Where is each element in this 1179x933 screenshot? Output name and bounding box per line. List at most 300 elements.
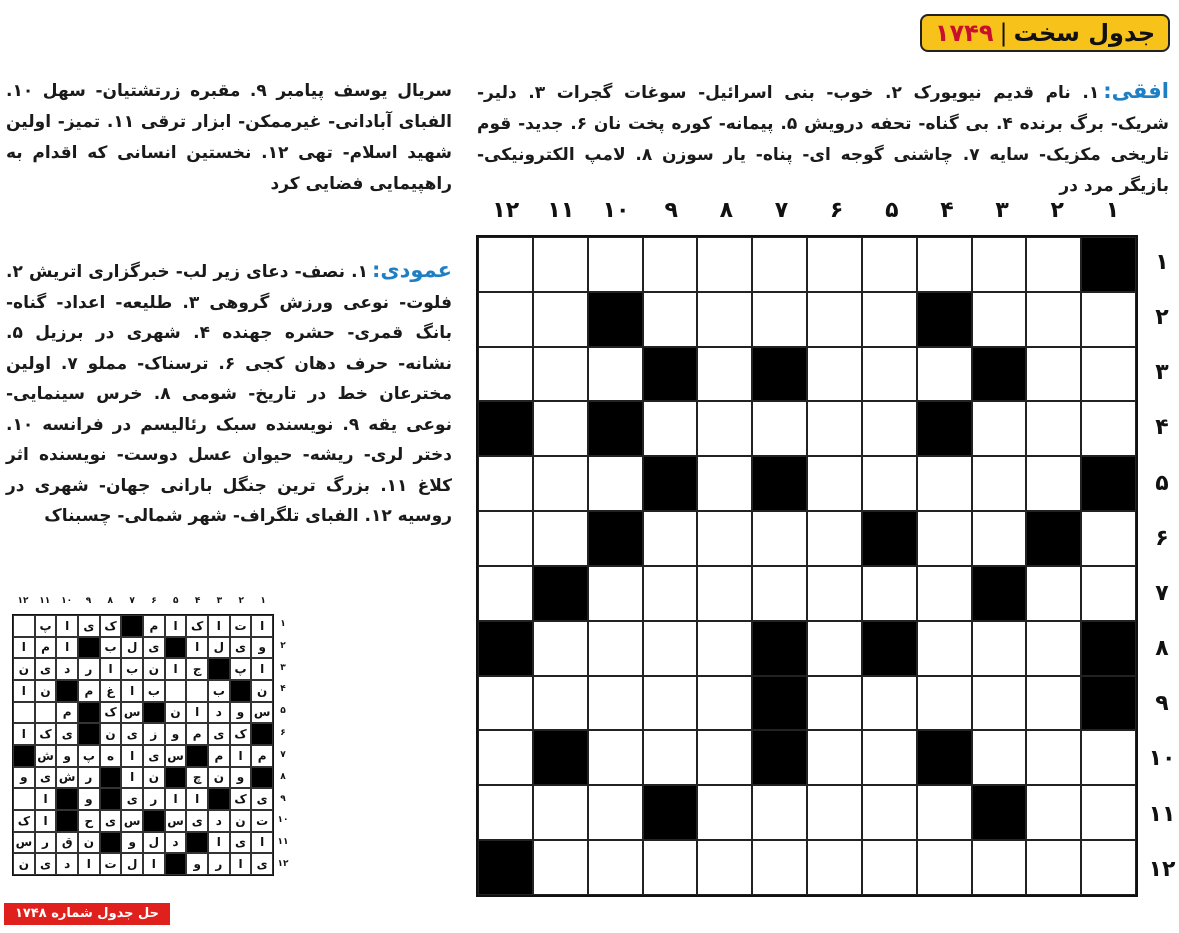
solution-black-cell xyxy=(143,702,165,724)
solution-row-number: ۶ xyxy=(280,728,286,739)
solution-letter-cell: ا xyxy=(208,615,230,637)
empty-cell[interactable] xyxy=(697,676,752,731)
empty-cell[interactable] xyxy=(697,237,752,292)
solution-letter-cell: ل xyxy=(121,853,143,875)
solution-column-number: ۵ xyxy=(173,596,179,606)
empty-cell[interactable] xyxy=(862,676,917,731)
solution-row-numbers xyxy=(276,614,290,876)
solution-letter-cell: ا xyxy=(208,832,230,854)
black-cell xyxy=(972,785,1027,840)
empty-cell[interactable] xyxy=(1026,347,1081,402)
row-number: ۱۱ xyxy=(1148,801,1176,827)
black-cell xyxy=(1081,456,1136,511)
empty-cell[interactable] xyxy=(752,785,807,840)
solution-letter-cell: ج xyxy=(186,658,208,680)
empty-cell[interactable] xyxy=(1081,840,1136,895)
empty-cell[interactable] xyxy=(533,456,588,511)
column-number: ۶ xyxy=(829,198,844,223)
column-number: ۳ xyxy=(995,198,1009,223)
solution-letter-cell: ز xyxy=(143,723,165,745)
empty-cell[interactable] xyxy=(972,456,1027,511)
empty-cell[interactable] xyxy=(972,730,1027,785)
row-number: ۳ xyxy=(1155,360,1169,386)
solution-column-number: ۹ xyxy=(85,596,92,606)
solution-letter-cell: ا xyxy=(251,658,273,680)
black-cell xyxy=(1081,237,1136,292)
empty-cell[interactable] xyxy=(807,785,862,840)
empty-cell[interactable] xyxy=(697,840,752,895)
solution-letter-cell: ش xyxy=(35,745,57,767)
solution-letter-cell: ش xyxy=(56,767,78,789)
empty-cell[interactable] xyxy=(478,456,533,511)
solution-letter-cell: ک xyxy=(13,810,35,832)
solution-black-cell xyxy=(251,767,273,789)
solution-letter-cell: ن xyxy=(208,767,230,789)
solution-letter-cell: ا xyxy=(186,788,208,810)
empty-cell[interactable] xyxy=(478,292,533,347)
solution-letter-cell: و xyxy=(121,832,143,854)
solution-letter-cell: س xyxy=(121,702,143,724)
solution-letter-cell: ا xyxy=(165,615,187,637)
empty-cell[interactable] xyxy=(697,347,752,402)
empty-cell[interactable] xyxy=(1081,730,1136,785)
empty-cell[interactable] xyxy=(588,621,643,676)
empty-cell[interactable] xyxy=(807,456,862,511)
empty-cell[interactable] xyxy=(917,840,972,895)
puzzle-number: ۱۷۴۹ xyxy=(934,19,994,47)
empty-cell[interactable] xyxy=(1081,347,1136,402)
solution-letter-cell: ن xyxy=(78,832,100,854)
solution-column-number: ۱۰ xyxy=(61,596,73,606)
solution-letter-cell: ب xyxy=(121,658,143,680)
solution-letter-cell: ل xyxy=(121,637,143,659)
solution-letter-cell: ا xyxy=(13,723,35,745)
solution-black-cell xyxy=(56,810,78,832)
solution-black-cell xyxy=(56,788,78,810)
column-number: ۴ xyxy=(940,198,954,223)
solution-letter-cell: ب xyxy=(143,680,165,702)
empty-cell[interactable] xyxy=(807,566,862,621)
empty-cell[interactable] xyxy=(752,237,807,292)
black-cell xyxy=(643,785,698,840)
empty-cell[interactable] xyxy=(588,840,643,895)
solution-letter-cell: م xyxy=(251,745,273,767)
solution-column-number: ۱۲ xyxy=(17,596,29,606)
empty-cell[interactable] xyxy=(1026,566,1081,621)
solution-letter-cell: ت xyxy=(230,615,252,637)
row-number: ۸ xyxy=(1155,636,1169,662)
solution-letter-cell: س xyxy=(251,702,273,724)
empty-cell[interactable] xyxy=(478,566,533,621)
black-cell xyxy=(588,511,643,566)
solution-letter-cell: س xyxy=(165,810,187,832)
solution-row-number: ۹ xyxy=(280,793,286,804)
solution-letter-cell: م xyxy=(35,637,57,659)
empty-cell[interactable] xyxy=(588,730,643,785)
across-heading: افقی: xyxy=(1103,79,1169,103)
solution-letter-cell xyxy=(35,702,57,724)
empty-cell[interactable] xyxy=(588,785,643,840)
solution-black-cell xyxy=(78,723,100,745)
empty-cell[interactable] xyxy=(533,292,588,347)
row-number: ۲ xyxy=(1155,305,1169,331)
solution-row-number: ۱۰ xyxy=(277,815,289,826)
solution-letter-cell: ا xyxy=(143,853,165,875)
empty-cell[interactable] xyxy=(1026,785,1081,840)
empty-cell[interactable] xyxy=(588,237,643,292)
solution-letter-cell xyxy=(13,615,35,637)
empty-cell[interactable] xyxy=(533,511,588,566)
empty-cell[interactable] xyxy=(1026,456,1081,511)
solution-letter-cell: ن xyxy=(165,702,187,724)
empty-cell[interactable] xyxy=(752,566,807,621)
empty-cell[interactable] xyxy=(697,511,752,566)
empty-cell[interactable] xyxy=(533,676,588,731)
black-cell xyxy=(917,401,972,456)
solution-letter-cell: ر xyxy=(35,832,57,854)
solution-letter-cell: ا xyxy=(56,637,78,659)
empty-cell[interactable] xyxy=(697,566,752,621)
row-numbers xyxy=(1145,235,1179,897)
solution-column-number: ۴ xyxy=(194,596,201,606)
black-cell xyxy=(917,292,972,347)
empty-cell[interactable] xyxy=(862,237,917,292)
solution-letter-cell: ی xyxy=(230,637,252,659)
black-cell xyxy=(1081,676,1136,731)
solution-letter-cell: ا xyxy=(78,853,100,875)
solution-letter-cell: و xyxy=(230,702,252,724)
empty-cell[interactable] xyxy=(478,237,533,292)
empty-cell[interactable] xyxy=(752,292,807,347)
empty-cell[interactable] xyxy=(1026,237,1081,292)
solution-letter-cell: ا xyxy=(13,680,35,702)
empty-cell[interactable] xyxy=(478,676,533,731)
black-cell xyxy=(752,347,807,402)
solution-letter-cell: ر xyxy=(78,767,100,789)
down-heading: عمودی: xyxy=(371,258,452,282)
solution-letter-cell: ا xyxy=(251,615,273,637)
empty-cell[interactable] xyxy=(643,730,698,785)
solution-row-number: ۳ xyxy=(280,662,286,673)
solution-letter-cell: ن xyxy=(35,680,57,702)
empty-cell[interactable] xyxy=(643,401,698,456)
across-clue-text: ۱. نام قدیم نیویورک ۲. خوب- بنی اسرائیل- سوغات گجرات ۳. دلیر- شریک- برگ برنده ۴. بی گناه- تحفه درویش ۵. پیمانه- کوره پخت نان ۶. جدید- قوم تاریخی مکزیک- سایه ۷. چاشنی گوجه ای- پناه- یار سوزن ۸. لامپ الکترونیکی- بازیگر مرد در xyxy=(477,83,1169,196)
empty-cell[interactable] xyxy=(862,840,917,895)
solution-letter-cell: ت xyxy=(251,810,273,832)
solution-letter-cell: ا xyxy=(165,658,187,680)
empty-cell[interactable] xyxy=(862,785,917,840)
solution-row-number: ۵ xyxy=(280,706,286,717)
solution-row-number: ۷ xyxy=(280,749,286,760)
solution-letter-cell: ی xyxy=(35,767,57,789)
solution-black-cell xyxy=(143,810,165,832)
solution-letter-cell: ی xyxy=(186,810,208,832)
solution-letter-cell: د xyxy=(165,832,187,854)
solution-letter-cell: پ xyxy=(230,658,252,680)
empty-cell[interactable] xyxy=(972,840,1027,895)
black-cell xyxy=(643,347,698,402)
solution-letter-cell: غ xyxy=(100,680,122,702)
solution-letter-cell: ی xyxy=(143,637,165,659)
solution-column-number: ۱ xyxy=(260,596,266,606)
empty-cell[interactable] xyxy=(972,292,1027,347)
empty-cell[interactable] xyxy=(533,237,588,292)
solution-column-numbers xyxy=(12,596,274,606)
solution-letter-cell: ن xyxy=(13,853,35,875)
empty-cell[interactable] xyxy=(972,511,1027,566)
solution-letter-cell: ا xyxy=(121,745,143,767)
solution-letter-cell: ی xyxy=(251,853,273,875)
column-number: ۲ xyxy=(1050,198,1064,223)
empty-cell[interactable] xyxy=(917,676,972,731)
black-cell xyxy=(643,456,698,511)
solution-letter-cell: ا xyxy=(230,745,252,767)
empty-cell[interactable] xyxy=(1026,292,1081,347)
solution-letter-cell: ی xyxy=(121,788,143,810)
empty-cell[interactable] xyxy=(972,676,1027,731)
across-clues-continued xyxy=(6,76,452,200)
previous-solution xyxy=(4,596,290,872)
solution-letter-cell: ک xyxy=(230,788,252,810)
empty-cell[interactable] xyxy=(1026,621,1081,676)
empty-cell[interactable] xyxy=(862,456,917,511)
empty-cell[interactable] xyxy=(807,511,862,566)
solution-column-number: ۲ xyxy=(238,596,244,606)
empty-cell[interactable] xyxy=(588,347,643,402)
solution-letter-cell: م xyxy=(208,745,230,767)
empty-cell[interactable] xyxy=(478,347,533,402)
row-number: ۵ xyxy=(1155,470,1169,496)
empty-cell[interactable] xyxy=(972,237,1027,292)
column-numbers xyxy=(478,198,1140,222)
empty-cell[interactable] xyxy=(643,511,698,566)
empty-cell[interactable] xyxy=(478,511,533,566)
solution-row-number: ۱ xyxy=(280,619,286,629)
solution-letter-cell xyxy=(13,702,35,724)
empty-cell[interactable] xyxy=(1081,511,1136,566)
solution-letter-cell: د xyxy=(56,853,78,875)
solution-letter-cell: ی xyxy=(121,723,143,745)
empty-cell[interactable] xyxy=(1026,401,1081,456)
solution-black-cell xyxy=(78,702,100,724)
empty-cell[interactable] xyxy=(1026,676,1081,731)
solution-column-number: ۸ xyxy=(107,596,114,606)
solution-letter-cell: ت xyxy=(100,853,122,875)
empty-cell[interactable] xyxy=(1081,401,1136,456)
black-cell xyxy=(862,621,917,676)
empty-cell[interactable] xyxy=(807,401,862,456)
solution-letter-cell: ی xyxy=(35,658,57,680)
empty-cell[interactable] xyxy=(533,621,588,676)
solution-letter-cell: و xyxy=(251,637,273,659)
column-number: ۱ xyxy=(1105,198,1120,223)
black-cell xyxy=(588,292,643,347)
solution-black-cell xyxy=(56,680,78,702)
empty-cell[interactable] xyxy=(972,401,1027,456)
solution-letter-cell xyxy=(186,680,208,702)
row-number: ۷ xyxy=(1155,580,1169,606)
column-number: ۸ xyxy=(719,198,734,223)
solution-row-number: ۸ xyxy=(280,771,286,782)
empty-cell[interactable] xyxy=(917,456,972,511)
solution-letter-cell: ک xyxy=(100,702,122,724)
empty-cell[interactable] xyxy=(643,237,698,292)
empty-cell[interactable] xyxy=(862,347,917,402)
solution-letter-cell: ی xyxy=(35,853,57,875)
empty-cell[interactable] xyxy=(643,566,698,621)
solution-black-cell xyxy=(165,853,187,875)
solution-black-cell xyxy=(13,745,35,767)
solution-row-number: ۱۲ xyxy=(277,859,289,870)
solution-letter-cell: پ xyxy=(35,615,57,637)
solution-black-cell xyxy=(186,832,208,854)
empty-cell[interactable] xyxy=(643,840,698,895)
row-number: ۱ xyxy=(1155,250,1169,275)
solution-letter-cell: ا xyxy=(56,615,78,637)
empty-cell[interactable] xyxy=(917,785,972,840)
empty-cell[interactable] xyxy=(807,292,862,347)
solution-letter-cell: ا xyxy=(35,788,57,810)
empty-cell[interactable] xyxy=(1026,730,1081,785)
black-cell xyxy=(752,730,807,785)
solution-letter-cell: ق xyxy=(56,832,78,854)
column-number: ۱۰ xyxy=(602,198,630,223)
solution-letter-cell: ی xyxy=(230,832,252,854)
solution-row-number: ۴ xyxy=(280,684,286,695)
empty-cell[interactable] xyxy=(643,292,698,347)
solution-letter-cell: ب xyxy=(100,637,122,659)
solution-letter-cell: س xyxy=(13,832,35,854)
solution-letter-cell xyxy=(13,788,35,810)
row-number: ۴ xyxy=(1155,415,1169,441)
puzzle-title xyxy=(920,14,1170,52)
solution-letter-cell: ک xyxy=(186,615,208,637)
empty-cell[interactable] xyxy=(917,621,972,676)
solution-letter-cell: م xyxy=(56,702,78,724)
solution-letter-cell xyxy=(165,680,187,702)
empty-cell[interactable] xyxy=(807,347,862,402)
empty-cell[interactable] xyxy=(807,237,862,292)
column-number: ۱۲ xyxy=(492,198,520,223)
empty-cell[interactable] xyxy=(697,456,752,511)
empty-cell[interactable] xyxy=(1026,840,1081,895)
empty-cell[interactable] xyxy=(752,840,807,895)
black-cell xyxy=(752,676,807,731)
solution-letter-cell: ی xyxy=(251,788,273,810)
empty-cell[interactable] xyxy=(588,566,643,621)
solution-letter-cell: ا xyxy=(35,810,57,832)
empty-cell[interactable] xyxy=(533,347,588,402)
column-number: ۱۱ xyxy=(547,198,575,223)
empty-cell[interactable] xyxy=(862,401,917,456)
solution-black-cell xyxy=(208,788,230,810)
empty-cell[interactable] xyxy=(1081,566,1136,621)
solution-column-number: ۶ xyxy=(151,596,157,606)
solution-letter-cell: چ xyxy=(186,767,208,789)
solution-letter-cell: ک xyxy=(230,723,252,745)
empty-cell[interactable] xyxy=(643,676,698,731)
empty-cell[interactable] xyxy=(697,401,752,456)
empty-cell[interactable] xyxy=(533,840,588,895)
solution-letter-cell: ب xyxy=(208,680,230,702)
empty-cell[interactable] xyxy=(752,401,807,456)
black-cell xyxy=(972,566,1027,621)
empty-cell[interactable] xyxy=(697,785,752,840)
empty-cell[interactable] xyxy=(917,511,972,566)
empty-cell[interactable] xyxy=(807,840,862,895)
solution-letter-cell: ا xyxy=(13,637,35,659)
solution-black-cell xyxy=(251,723,273,745)
empty-cell[interactable] xyxy=(697,292,752,347)
empty-cell[interactable] xyxy=(588,676,643,731)
solution-letter-cell: ن xyxy=(13,658,35,680)
row-number: ۱۰ xyxy=(1148,746,1176,772)
empty-cell[interactable] xyxy=(533,785,588,840)
empty-cell[interactable] xyxy=(862,292,917,347)
empty-cell[interactable] xyxy=(807,676,862,731)
solution-letter-cell: س xyxy=(121,810,143,832)
solution-black-cell xyxy=(186,745,208,767)
solution-letter-cell: و xyxy=(230,767,252,789)
solution-letter-cell: ن xyxy=(143,658,165,680)
solution-letter-cell: پ xyxy=(78,745,100,767)
solution-black-cell xyxy=(100,767,122,789)
column-number: ۹ xyxy=(664,198,678,223)
row-number: ۹ xyxy=(1155,691,1169,717)
solution-letter-cell: ر xyxy=(143,788,165,810)
empty-cell[interactable] xyxy=(697,730,752,785)
black-cell xyxy=(588,401,643,456)
empty-cell[interactable] xyxy=(1081,785,1136,840)
empty-cell[interactable] xyxy=(862,730,917,785)
empty-cell[interactable] xyxy=(972,621,1027,676)
empty-cell[interactable] xyxy=(807,621,862,676)
row-number: ۱۲ xyxy=(1148,856,1176,882)
solution-letter-cell: ا xyxy=(165,788,187,810)
solution-letter-cell: م xyxy=(143,615,165,637)
black-cell xyxy=(1081,621,1136,676)
empty-cell[interactable] xyxy=(697,621,752,676)
solution-letter-cell: و xyxy=(13,767,35,789)
empty-cell[interactable] xyxy=(917,237,972,292)
empty-cell[interactable] xyxy=(917,347,972,402)
black-cell xyxy=(533,730,588,785)
solution-letter-cell: ک xyxy=(35,723,57,745)
empty-cell[interactable] xyxy=(917,566,972,621)
empty-cell[interactable] xyxy=(807,730,862,785)
black-cell xyxy=(752,456,807,511)
crossword-grid xyxy=(476,235,1138,897)
solution-black-cell xyxy=(165,767,187,789)
solution-letter-cell: ر xyxy=(78,658,100,680)
title-text: جدول سخت xyxy=(1013,19,1156,47)
solution-letter-cell: د xyxy=(208,702,230,724)
empty-cell[interactable] xyxy=(533,401,588,456)
solution-letter-cell: ا xyxy=(121,680,143,702)
empty-cell[interactable] xyxy=(752,511,807,566)
empty-cell[interactable] xyxy=(1081,292,1136,347)
solution-black-cell xyxy=(78,637,100,659)
down-clues xyxy=(6,255,452,532)
empty-cell[interactable] xyxy=(478,730,533,785)
black-cell xyxy=(478,401,533,456)
empty-cell[interactable] xyxy=(643,621,698,676)
empty-cell[interactable] xyxy=(478,785,533,840)
solution-letter-cell: ی xyxy=(56,723,78,745)
solution-letter-cell: م xyxy=(78,680,100,702)
empty-cell[interactable] xyxy=(862,566,917,621)
empty-cell[interactable] xyxy=(588,456,643,511)
